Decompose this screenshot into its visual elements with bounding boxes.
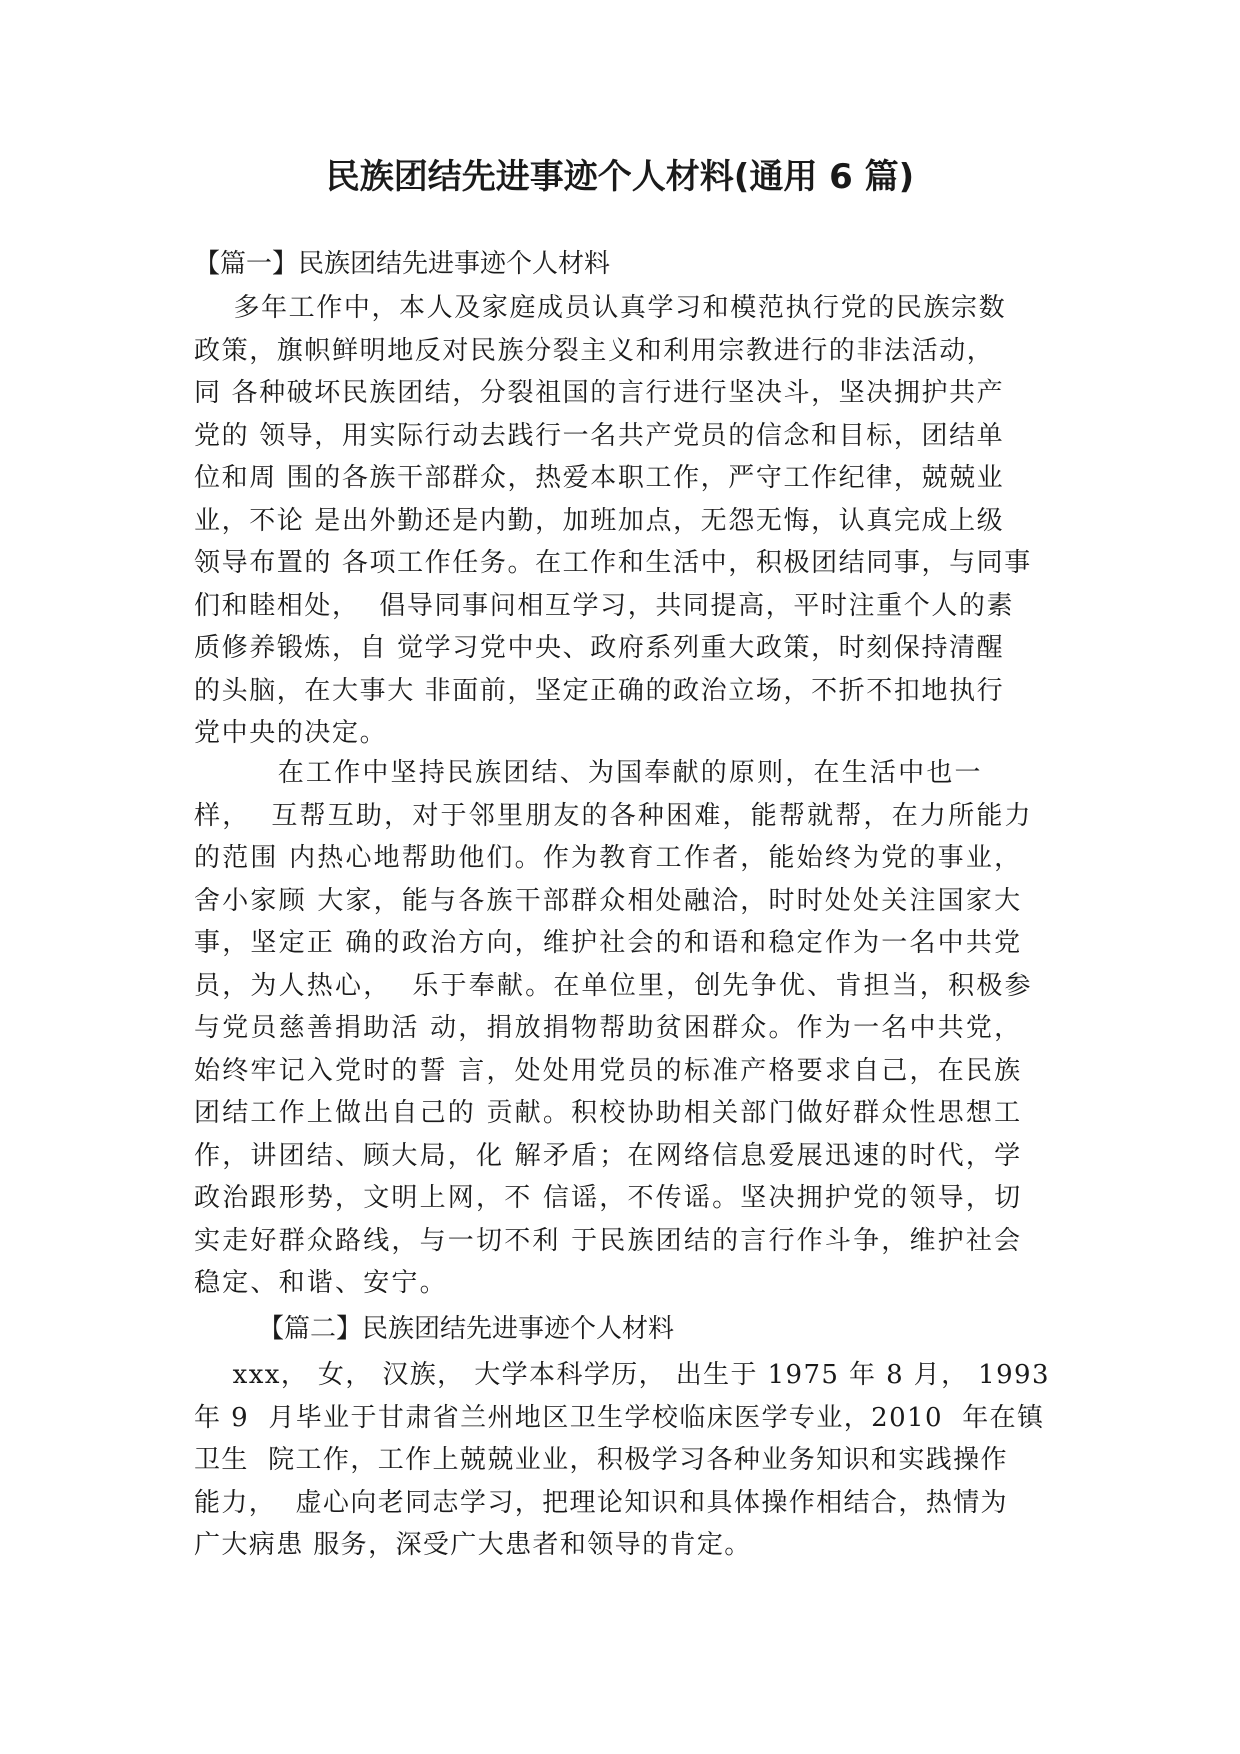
text-line: 党中央的决定。 [194, 718, 388, 748]
text-line: 与党员慈善捐助活 动，捐放捐物帮助贫困群众。作为一名中共党， [194, 1013, 1023, 1043]
text-line: 年 9 月毕业于甘肃省兰州地区卫生学校临床医学专业，2010 年在镇 [194, 1402, 1045, 1433]
text-line: 稳定、和谐、安宁。 [194, 1268, 448, 1298]
text-line: 的头脑，在大事大 非面前，坚定正确的政治立场，不折不扣地执行 [194, 675, 1005, 706]
text-line: 事，坚定正 确的政治方向，维护社会的和语和稳定作为一名中共党 [194, 928, 1023, 958]
text-line: 的范围 内热心地帮助他们。作为教育工作者，能始终为党的事业， [194, 843, 1023, 873]
section-2-paragraph-1 [194, 1354, 1074, 1567]
text-line: 政策，旗帜鲜明地反对民族分裂主义和利用宗教进行的非法活动， [194, 335, 995, 366]
document-title: 民族团结先进事迹个人材料(通用 6 篇) [325, 157, 915, 197]
text-line: 员，为人热心， 乐于奉献。在单位里，创先争优、肯担当，积极参 [194, 970, 1033, 1001]
text-line: 广大病患 服务，深受广大患者和领导的肯定。 [194, 1530, 752, 1560]
text-line: 领导布置的 各项工作任务。在工作和生活中，积极团结同事，与同事 [194, 548, 1032, 578]
text-line: 样， 互帮互助，对于邻里朋友的各种困难，能帮就帮，在力所能力 [194, 800, 1033, 831]
text-line: 质修养锻炼，自 觉学习党中央、政府系列重大政策，时刻保持清醒 [194, 633, 1005, 663]
text-line: 能力， 虚心向老同志学习，把理论知识和具体操作相结合，热情为 [194, 1487, 1008, 1518]
section-heading-1: 【篇一】民族团结先进事迹个人材料 [194, 249, 611, 279]
text-line: xxx， 女， 汉族， 大学本科学历， 出生于 1975 年 8 月， 1993 [194, 1360, 1050, 1390]
text-line: 政治跟形势，文明上网，不 信谣，不传谣。坚决拥护党的领导，切 [194, 1183, 1023, 1213]
text-line: 位和周 围的各族干部群众，热爱本职工作，严守工作纪律，兢兢业 [194, 463, 1005, 493]
text-line: 们和睦相处， 倡导同事问相互学习，共同提高，平时注重个人的素 [194, 590, 1015, 621]
text-line: 业，不论 是出外勤还是内勤，加班加点，无怨无悔，认真完成上级 [194, 505, 1005, 536]
text-line: 团结工作上做出自己的 贡献。积校协助相关部门做好群众性思想工 [194, 1098, 1023, 1128]
text-line: 同 各种破坏民族团结，分裂祖国的言行进行坚决斗，坚决拥护共产 [194, 378, 1005, 408]
section-1-paragraph-1 [194, 287, 1074, 755]
text-line: 始终牢记入党时的誓 言，处处用党员的标准产格要求自己，在民族 [194, 1055, 1023, 1086]
text-line: 党的 领导，用实际行动去践行一名共产党员的信念和目标，团结单 [194, 420, 1005, 451]
section-1-paragraph-2 [194, 752, 1074, 1305]
text-line: 舍小家顾 大家，能与各族干部群众相处融洽，时时处处关注国家大 [194, 885, 1023, 916]
text-line: 多年工作中，本人及家庭成员认真学习和模范执行党的民族宗数 [194, 293, 1007, 323]
text-line: 在工作中坚持民族团结、为国奉献的原则，在生活中也一 [194, 758, 983, 788]
text-line: 实走好群众路线，与一切不利 于民族团结的言行作斗争，维护社会 [194, 1225, 1023, 1256]
section-heading-2: 【篇二】民族团结先进事迹个人材料 [258, 1314, 675, 1344]
text-line: 卫生 院工作，工作上兢兢业业，积极学习各种业务知识和实践操作 [194, 1445, 1008, 1475]
text-line: 作，讲团结、顾大局，化 解矛盾；在网络信息爱展迅速的时代，学 [194, 1140, 1023, 1171]
